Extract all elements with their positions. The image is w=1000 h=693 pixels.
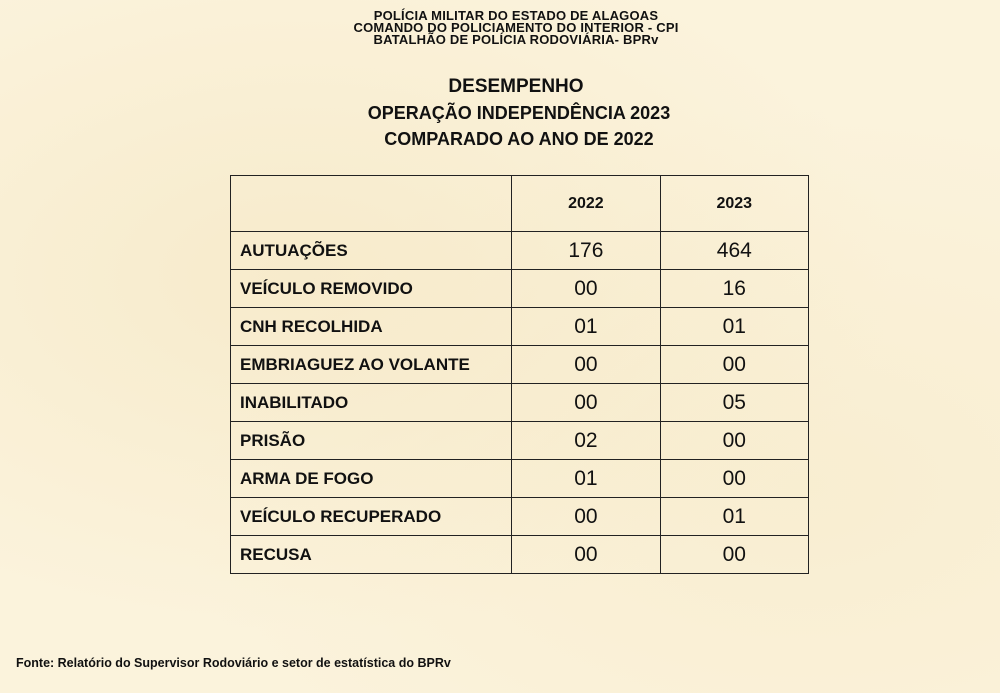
value-2023: 00 <box>660 460 808 498</box>
value-2023: 00 <box>660 422 808 460</box>
table-row <box>231 384 809 422</box>
document-titles <box>0 74 1000 152</box>
battalion-name-line: BATALHÃO DE POLÍCIA RODOVIÁRIA- BPRv <box>373 32 659 47</box>
table-row <box>231 346 809 384</box>
table-row <box>231 460 809 498</box>
value-2023: 00 <box>660 536 808 574</box>
performance-table <box>230 175 809 574</box>
row-label: INABILITADO <box>231 384 512 422</box>
value-2023: 01 <box>660 498 808 536</box>
value-2022: 00 <box>512 536 660 574</box>
column-header-2022: 2022 <box>512 176 660 232</box>
row-label: VEÍCULO REMOVIDO <box>231 270 512 308</box>
value-2023: 01 <box>660 308 808 346</box>
value-2022: 01 <box>512 460 660 498</box>
row-label: CNH RECOLHIDA <box>231 308 512 346</box>
table-row <box>231 308 809 346</box>
command-name-line: COMANDO DO POLICIAMENTO DO INTERIOR - CPI <box>353 20 679 35</box>
table-row <box>231 270 809 308</box>
column-header-label <box>231 176 512 232</box>
value-2022: 00 <box>512 498 660 536</box>
value-2022: 01 <box>512 308 660 346</box>
table-row <box>231 232 809 270</box>
comparison-subtitle: COMPARADO AO ANO DE 2022 <box>384 129 654 149</box>
table-row <box>231 536 809 574</box>
value-2022: 176 <box>512 232 660 270</box>
value-2022: 00 <box>512 346 660 384</box>
row-label: VEÍCULO RECUPERADO <box>231 498 512 536</box>
value-2023: 464 <box>660 232 808 270</box>
table-row <box>231 498 809 536</box>
row-label: EMBRIAGUEZ AO VOLANTE <box>231 346 512 384</box>
column-header-2023: 2023 <box>660 176 808 232</box>
row-label: PRISÃO <box>231 422 512 460</box>
row-label: AUTUAÇÕES <box>231 232 512 270</box>
page-title: DESEMPENHO <box>448 76 584 97</box>
value-2023: 00 <box>660 346 808 384</box>
value-2022: 00 <box>512 270 660 308</box>
table-row <box>231 422 809 460</box>
document-header <box>0 10 1000 46</box>
value-2023: 05 <box>660 384 808 422</box>
value-2022: 00 <box>512 384 660 422</box>
org-name-line: POLÍCIA MILITAR DO ESTADO DE ALAGOAS <box>373 8 659 23</box>
value-2022: 02 <box>512 422 660 460</box>
value-2023: 16 <box>660 270 808 308</box>
table-header-row <box>231 176 809 232</box>
row-label: ARMA DE FOGO <box>231 460 512 498</box>
operation-subtitle: OPERAÇÃO INDEPENDÊNCIA 2023 <box>367 103 671 123</box>
source-footnote: Fonte: Relatório do Supervisor Rodoviário e setor de estatística do BPRv <box>16 656 451 670</box>
row-label: RECUSA <box>231 536 512 574</box>
